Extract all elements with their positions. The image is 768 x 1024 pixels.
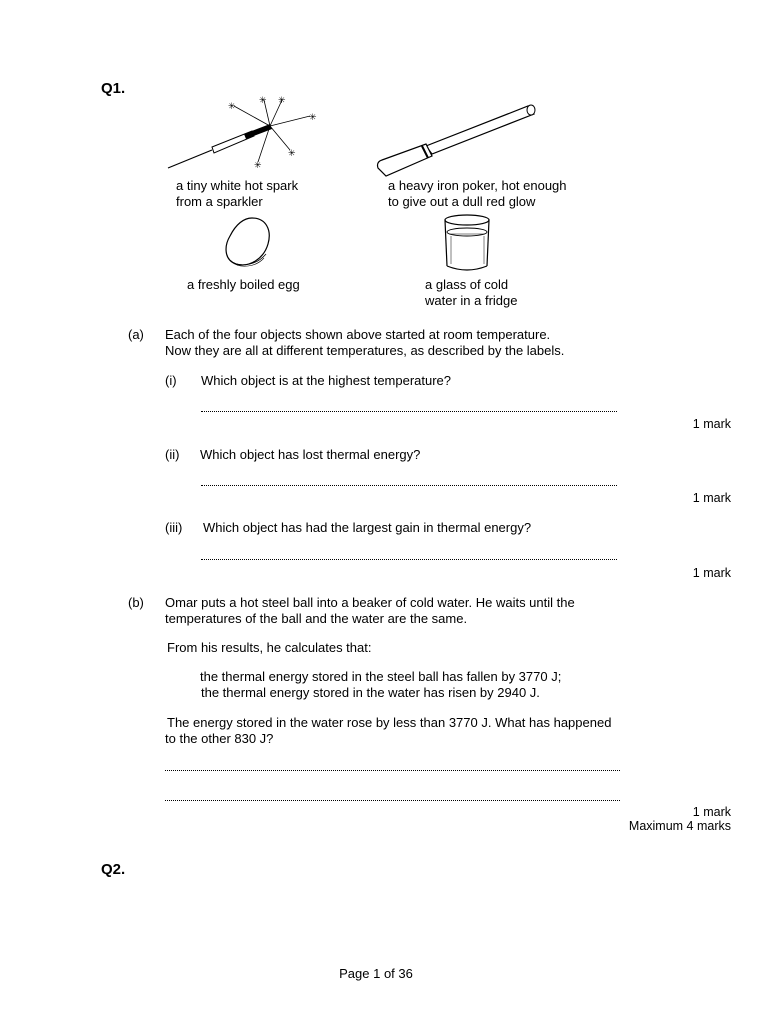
svg-text:✳: ✳	[254, 161, 262, 171]
answer-line-iii[interactable]	[201, 559, 617, 560]
answer-line-ii[interactable]	[201, 485, 617, 486]
egg-illustration	[222, 216, 274, 270]
question-2-label: Q2.	[101, 861, 126, 878]
maximum-marks: Maximum 4 marks	[628, 819, 731, 833]
question-1-label: Q1.	[101, 80, 126, 97]
mark-i: 1 mark	[692, 417, 731, 431]
mark-iii: 1 mark	[692, 566, 731, 580]
svg-text:✳: ✳	[288, 149, 296, 159]
sub-iii-label: (iii)	[165, 520, 183, 535]
answer-line-b-1[interactable]	[165, 770, 620, 771]
egg-caption: a freshly boiled egg	[187, 277, 300, 292]
sparkler-caption: a tiny white hot spark from a sparkler	[176, 178, 299, 209]
sub-ii-question: Which object has lost thermal energy?	[200, 447, 421, 462]
sub-i-label: (i)	[165, 373, 177, 388]
svg-text:✳: ✳	[278, 96, 286, 106]
part-b-label: (b)	[128, 595, 144, 610]
svg-text:✳: ✳	[309, 113, 317, 123]
mark-b: 1 mark	[692, 805, 731, 819]
part-a-intro: Each of the four objects shown above started at room temperature. Now they are all at different temperatures, as described by the labels.	[165, 327, 565, 358]
sub-i-question: Which object is at the highest temperature?	[201, 373, 452, 388]
poker-caption: a heavy iron poker, hot enough to give out a dull red glow	[388, 178, 567, 209]
part-a-label: (a)	[128, 327, 144, 342]
sub-iii-question: Which object has had the largest gain in thermal energy?	[203, 520, 532, 535]
part-b-question: The energy stored in the water rose by less than 3770 J. What has happened to the other 830 J?	[165, 715, 612, 746]
answer-line-i[interactable]	[201, 411, 617, 412]
poker-illustration	[372, 100, 542, 180]
part-b-intro: Omar puts a hot steel ball into a beaker of cold water. He waits until the temperatures of the ball and the water are the same.	[165, 595, 575, 626]
results-list: the thermal energy stored in the steel ball has fallen by 3770 J; the thermal energy stored in the water has risen by 2940 J.	[200, 669, 562, 700]
sparkler-illustration	[160, 96, 330, 176]
sub-ii-label: (ii)	[165, 447, 180, 462]
mark-ii: 1 mark	[692, 491, 731, 505]
glass-caption: a glass of cold water in a fridge	[425, 277, 518, 308]
svg-text:✳: ✳	[228, 102, 236, 112]
glass-illustration	[438, 212, 498, 274]
answer-line-b-2[interactable]	[165, 800, 620, 801]
page-number: Page 1 of 36	[339, 966, 413, 981]
svg-text:✳: ✳	[259, 96, 267, 106]
results-intro: From his results, he calculates that:	[167, 640, 372, 655]
